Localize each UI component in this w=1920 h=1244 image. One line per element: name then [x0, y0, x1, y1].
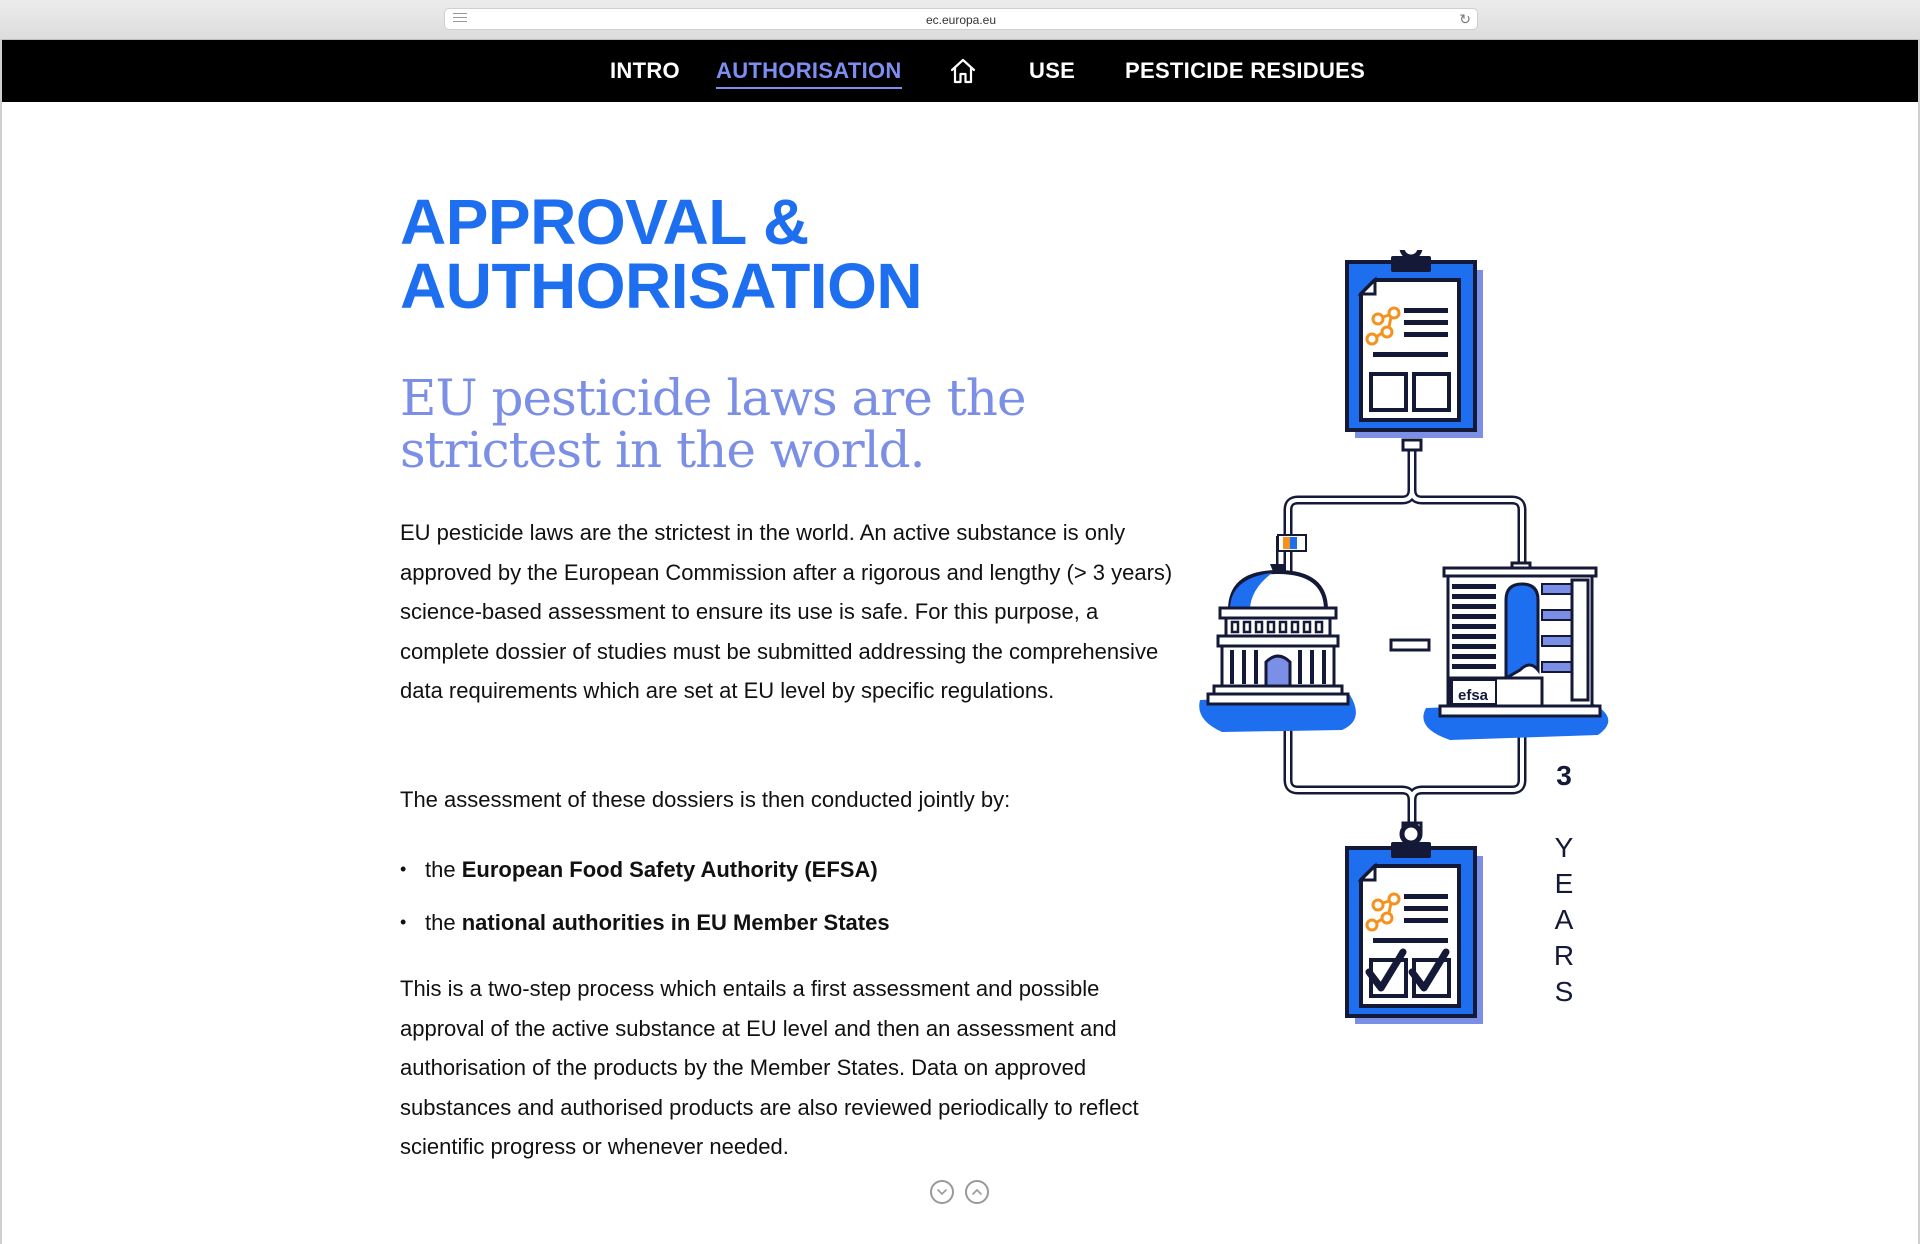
chevron-down-icon: [935, 1185, 949, 1199]
connector-dash: [1391, 640, 1429, 650]
window-frame-left: [0, 39, 2, 1244]
assessor-list: [400, 843, 1100, 949]
chevron-up-icon: [970, 1185, 984, 1199]
page-title-line-2: AUTHORISATION: [400, 250, 923, 322]
dossier-clipboard-icon: [1347, 250, 1483, 438]
nav-item-authorisation-label: AUTHORISATION: [716, 58, 902, 83]
pipe-joint: [1403, 440, 1421, 450]
duration-letter: S: [1554, 976, 1574, 1007]
efsa-building-icon: [1423, 568, 1608, 740]
nav-item-authorisation[interactable]: [716, 40, 902, 102]
duration-letter: Y: [1554, 832, 1574, 863]
nav-item-pesticide-residues[interactable]: PESTICIDE RESIDUES: [1125, 58, 1366, 83]
approved-clipboard-icon: [1347, 825, 1483, 1024]
page-title-line-1: APPROVAL &: [400, 186, 809, 258]
list-item: [400, 896, 1100, 949]
list-item-emphasis: national authorities in EU Member States: [461, 910, 890, 935]
list-item-prefix: the: [425, 910, 462, 935]
top-navigation: [2, 40, 1918, 102]
duration-number: 3: [1556, 760, 1572, 791]
duration-letter: E: [1554, 868, 1574, 899]
page-subtitle: [400, 369, 1040, 479]
assessment-paragraph: The assessment of these dossiers is then conducted jointly by:: [400, 787, 1011, 812]
nav-item-use[interactable]: USE: [1029, 58, 1076, 83]
process-paragraph: This is a two-step process which entails a first assessment and possible approval of the active substance at EU level and then an assessment and authorisation of the products by the Member States. Data on approved substances and authorised products are also reviewed periodically to reflect scientific progress or whenever needed.: [400, 976, 1139, 1159]
scroll-up-button[interactable]: [965, 1180, 989, 1204]
list-item: [400, 843, 1100, 896]
browser-toolbar: [0, 0, 1920, 40]
url-text: ec.europa.eu: [925, 13, 997, 27]
page-subtitle-line-1: EU pesticide laws are the: [400, 369, 1026, 427]
page-subtitle-line-2: strictest in the world.: [400, 421, 925, 479]
page-title: [400, 186, 1040, 322]
efsa-logo-text: efsa: [1458, 687, 1489, 704]
list-item-prefix: the: [425, 857, 462, 882]
list-item-emphasis: European Food Safety Authority (EFSA): [461, 857, 878, 882]
duration-label: [1552, 830, 1576, 1010]
active-nav-underline: [716, 87, 902, 89]
european-commission-building-icon: [1199, 535, 1356, 732]
reload-icon[interactable]: ↻: [1459, 11, 1471, 27]
home-icon[interactable]: [948, 56, 978, 86]
nav-item-intro[interactable]: INTRO: [610, 58, 680, 83]
scroll-down-button[interactable]: [930, 1180, 954, 1204]
intro-paragraph: EU pesticide laws are the strictest in the world. An active substance is only approved by the European Commission after a rigorous and lengthy (> 3 years) science-based assessment to ensure its use is safe. For this purpose, a complete dossier of studies must be submitted addressing the comprehensive data requirements which are set at EU level by specific regulations.: [400, 520, 1173, 703]
address-bar[interactable]: [444, 8, 1478, 30]
duration-letter: R: [1553, 940, 1575, 971]
duration-letter: A: [1554, 904, 1574, 935]
